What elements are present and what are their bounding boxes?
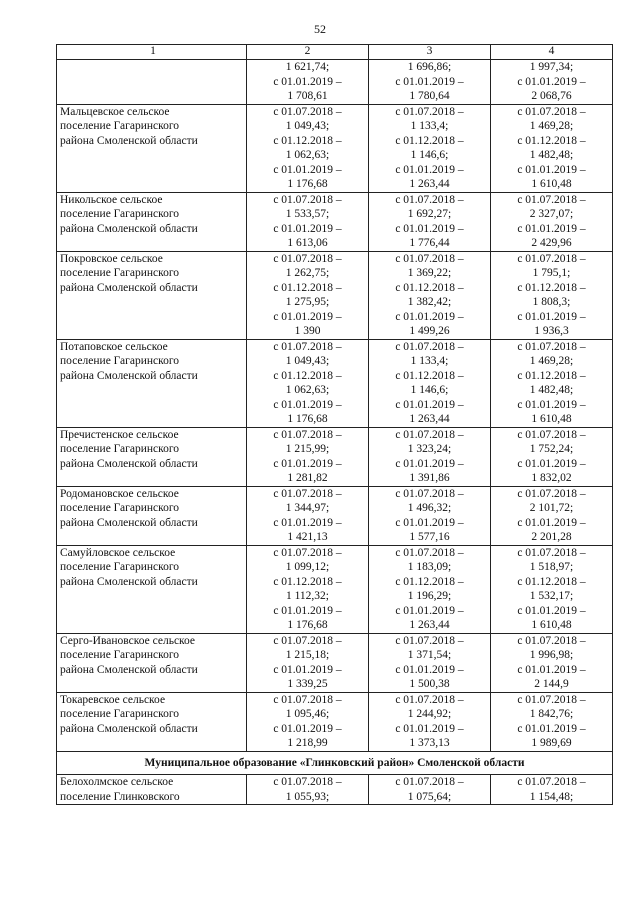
cell-line: с 01.07.2018 – [273,252,342,265]
cell-line: 1 218,99 [287,737,328,749]
cell-line: 1 832,02 [531,472,572,484]
cell-line: с 01.01.2019 – [517,457,586,470]
cell-line: с 01.12.2018 – [517,575,586,588]
value-cell-col3 [369,775,491,805]
value-cell-col2 [247,192,369,251]
table-row [57,104,613,192]
cell-line: 1 176,68 [287,178,328,190]
value-cell-col3 [369,427,491,486]
cell-line: 1 577,16 [409,531,450,543]
cell-line: 1 146,6; [410,384,449,396]
cell-line: с 01.07.2018 – [395,193,464,206]
value-cell-col3 [369,633,491,692]
cell-line: 1 532,17; [529,590,574,602]
cell-line: с 01.12.2018 – [395,369,464,382]
cell-line: 1 989,69 [531,737,572,749]
cell-line: 1 610,48 [531,619,572,631]
tariff-table [56,44,613,805]
value-cell-col2 [247,60,369,105]
cell-line: с 01.01.2019 – [273,457,342,470]
cell-line: района Смоленской области [60,722,198,735]
cell-line: с 01.07.2018 – [517,776,586,788]
cell-line: 1 176,68 [287,619,328,631]
cell-line: 1 469,28; [529,355,574,367]
cell-line: с 01.07.2018 – [395,252,464,265]
cell-line: с 01.07.2018 – [273,634,342,647]
cell-line: с 01.12.2018 – [395,575,464,588]
cell-line: 1 154,48; [529,790,574,803]
cell-line: с 01.07.2018 – [395,105,464,118]
cell-line: с 01.01.2019 – [273,75,342,88]
cell-line: Родомановское сельское [60,487,179,500]
cell-line: 1 369,22; [407,267,452,279]
table-row [57,251,613,339]
cell-line: 1 099,12; [285,561,330,573]
cell-line: 1 808,3; [532,296,571,308]
cell-line: 1 696,86; [407,61,452,73]
cell-line: 2 101,72; [529,502,574,514]
cell-line: с 01.07.2018 – [273,693,342,706]
settlement-name-cell [57,427,247,486]
settlement-name-cell [57,775,247,805]
cell-line: с 01.01.2019 – [273,604,342,617]
value-cell-col3 [369,545,491,633]
cell-line: с 01.01.2019 – [395,604,464,617]
cell-line: 1 263,44 [409,178,450,190]
cell-line: 1 215,18; [285,649,330,661]
cell-line: с 01.07.2018 – [395,428,464,441]
cell-line: 1 500,38 [409,678,450,690]
cell-line: 1 049,43; [285,120,330,132]
section-row [57,751,613,775]
cell-line: 1 344,97; [285,502,330,514]
cell-line: 1 421,13 [287,531,328,543]
settlement-name-cell [57,633,247,692]
cell-line: Белохолмское сельское [60,776,174,788]
cell-line: 1 936,3 [534,325,569,337]
table-row [57,545,613,633]
cell-line: 1 176,68 [287,413,328,425]
cell-line: с 01.01.2019 – [395,310,464,323]
value-cell-col4 [491,692,613,751]
cell-line: района Смоленской области [60,369,198,382]
cell-line: 1 371,54; [407,649,452,661]
cell-line: 1 482,48; [529,149,574,161]
cell-line: Самуйловское сельское [60,546,176,559]
value-cell-col2 [247,692,369,751]
cell-line: 1 281,82 [287,472,328,484]
cell-line: района Смоленской области [60,457,198,470]
table-body [57,45,613,805]
cell-line: 1 323,24; [407,443,452,455]
value-cell-col4 [491,633,613,692]
cell-line: с 01.07.2018 – [517,340,586,353]
cell-line: Покровское сельское [60,252,163,265]
page-number: 52 [314,22,326,36]
cell-line: с 01.01.2019 – [395,722,464,735]
cell-line: Никольское сельское [60,193,163,206]
cell-line: района Смоленской области [60,281,198,294]
cell-line: с 01.01.2019 – [273,722,342,735]
cell-line: с 01.01.2019 – [517,722,586,735]
settlement-name-cell [57,692,247,751]
cell-line: 1 752,24; [529,443,574,455]
cell-line: 1 496,32; [407,502,452,514]
cell-line: 1 795,1; [532,267,571,279]
cell-line: с 01.01.2019 – [517,516,586,529]
cell-line: 1 339,25 [287,678,328,690]
cell-line: с 01.07.2018 – [517,428,586,441]
cell-line: Токаревское сельское [60,693,166,706]
cell-line: с 01.12.2018 – [517,281,586,294]
cell-line: поселение Гагаринского [60,120,180,132]
cell-line: 1 183,09; [407,561,452,573]
cell-line: 1 482,48; [529,384,574,396]
cell-line: с 01.07.2018 – [395,546,464,559]
settlement-name-cell [57,60,247,105]
table-row [57,60,613,105]
table-row [57,427,613,486]
cell-line: с 01.07.2018 – [517,634,586,647]
table-row [57,192,613,251]
table-row [57,633,613,692]
cell-line: 1 613,06 [287,237,328,249]
cell-line: поселение Гагаринского [60,708,180,720]
cell-line: с 01.01.2019 – [395,457,464,470]
cell-line: с 01.01.2019 – [273,398,342,411]
cell-line: 1 133,4; [410,355,449,367]
cell-line: 2 201,28 [531,531,572,543]
cell-line: с 01.07.2018 – [395,340,464,353]
cell-line: с 01.01.2019 – [395,398,464,411]
value-cell-col3 [369,692,491,751]
settlement-name-cell [57,339,247,427]
value-cell-col2 [247,339,369,427]
cell-line: 1 499,26 [409,325,450,337]
cell-line: с 01.07.2018 – [395,634,464,647]
value-cell-col3 [369,192,491,251]
cell-line: с 01.12.2018 – [517,134,586,147]
cell-line: 1 133,4; [410,120,449,132]
cell-line: с 01.01.2019 – [517,663,586,676]
cell-line: 1 996,98; [529,649,574,661]
header-cell-1: 1 [57,45,247,60]
table-row [57,692,613,751]
cell-line: 1 112,32; [285,590,330,602]
cell-line: 1 692,27; [407,208,452,220]
cell-line: 1 610,48 [531,178,572,190]
cell-line: района Смоленской области [60,575,198,588]
cell-line: с 01.01.2019 – [395,163,464,176]
settlement-name-cell [57,486,247,545]
cell-line: с 01.12.2018 – [273,575,342,588]
value-cell-col4 [491,775,613,805]
cell-line: 1 244,92; [407,708,452,720]
cell-line: с 01.01.2019 – [273,663,342,676]
cell-line: с 01.07.2018 – [273,487,342,500]
value-cell-col2 [247,104,369,192]
cell-line: 1 621,74; [285,61,330,73]
cell-line: района Смоленской области [60,663,198,676]
value-cell-col2 [247,545,369,633]
cell-line: района Смоленской области [60,222,198,235]
cell-line: 1 196,29; [407,590,452,602]
cell-line: с 01.07.2018 – [395,776,464,788]
cell-line: с 01.07.2018 – [273,428,342,441]
cell-line: с 01.07.2018 – [273,546,342,559]
cell-line: с 01.01.2019 – [395,75,464,88]
table-row [57,486,613,545]
settlement-name-cell [57,251,247,339]
value-cell-col4 [491,60,613,105]
value-cell-col2 [247,427,369,486]
cell-line: с 01.01.2019 – [273,310,342,323]
cell-line: 1 062,63; [285,149,330,161]
cell-line: поселение Гагаринского [60,649,180,661]
header-cell-2: 2 [247,45,369,60]
cell-line: с 01.01.2019 – [517,310,586,323]
value-cell-col2 [247,486,369,545]
cell-line: с 01.07.2018 – [517,546,586,559]
cell-line: 1 997,34; [529,61,574,73]
cell-line: 1 708,61 [287,90,328,102]
cell-line: 1 095,46; [285,708,330,720]
cell-line: с 01.07.2018 – [273,105,342,118]
cell-line: с 01.01.2019 – [517,604,586,617]
cell-line: с 01.07.2018 – [517,105,586,118]
cell-line: с 01.07.2018 – [517,193,586,206]
section-title: Муниципальное образование «Глинковский район» Смоленской области [57,751,613,775]
cell-line: с 01.01.2019 – [517,222,586,235]
settlement-name-cell [57,104,247,192]
cell-line: с 01.07.2018 – [395,693,464,706]
value-cell-col3 [369,339,491,427]
cell-line: района Смоленской области [60,134,198,147]
cell-line: 1 390 [294,325,321,337]
cell-line: 2 144,9 [534,678,569,690]
cell-line: с 01.01.2019 – [517,163,586,176]
value-cell-col2 [247,251,369,339]
cell-line: с 01.12.2018 – [517,369,586,382]
cell-line: с 01.01.2019 – [395,222,464,235]
cell-line: 1 776,44 [409,237,450,249]
cell-line: с 01.12.2018 – [273,369,342,382]
value-cell-col2 [247,775,369,805]
cell-line: с 01.12.2018 – [395,134,464,147]
cell-line: 1 780,64 [409,90,450,102]
cell-line: 1 055,93; [285,790,330,803]
cell-line: 1 146,6; [410,149,449,161]
header-row [57,45,613,60]
value-cell-col4 [491,104,613,192]
cell-line: поселение Гагаринского [60,561,180,573]
cell-line: 2 429,96 [531,237,572,249]
cell-line: 1 610,48 [531,413,572,425]
cell-line: Мальцевское сельское [60,105,170,118]
cell-line: 2 068,76 [531,90,572,102]
value-cell-col4 [491,251,613,339]
cell-line: с 01.07.2018 – [273,340,342,353]
cell-line: 1 533,57; [285,208,330,220]
value-cell-col4 [491,192,613,251]
cell-line: с 01.01.2019 – [395,516,464,529]
header-cell-3: 3 [369,45,491,60]
value-cell-col3 [369,104,491,192]
header-cell-4: 4 [491,45,613,60]
cell-line: 1 062,63; [285,384,330,396]
cell-line: 1 518,97; [529,561,574,573]
cell-line: с 01.07.2018 – [395,487,464,500]
cell-line: 2 327,07; [529,208,574,220]
cell-line: с 01.01.2019 – [273,163,342,176]
cell-line: района Смоленской области [60,516,198,529]
cell-line: с 01.01.2019 – [517,398,586,411]
settlement-name-cell [57,192,247,251]
table-row [57,339,613,427]
cell-line: с 01.01.2019 – [273,516,342,529]
cell-line: поселение Гагаринского [60,355,180,367]
cell-line: Серго-Ивановское сельское [60,634,196,647]
cell-line: с 01.07.2018 – [273,193,342,206]
cell-line: с 01.01.2019 – [273,222,342,235]
cell-line: 1 391,86 [409,472,450,484]
cell-line: поселение Гагаринского [60,502,180,514]
value-cell-col4 [491,545,613,633]
cell-line: 1 469,28; [529,120,574,132]
cell-line: с 01.01.2019 – [517,75,586,88]
cell-line: поселение Глинковского [60,790,180,803]
cell-line: 1 382,42; [407,296,452,308]
cell-line: 1 075,64; [407,790,452,803]
value-cell-col3 [369,60,491,105]
cell-line: 1 215,99; [285,443,330,455]
cell-line: с 01.12.2018 – [273,134,342,147]
cell-line: поселение Гагаринского [60,208,180,220]
cell-line: с 01.07.2018 – [273,776,342,788]
cell-line: с 01.07.2018 – [517,693,586,706]
value-cell-col4 [491,427,613,486]
settlement-name-cell [57,545,247,633]
value-cell-col4 [491,339,613,427]
cell-line: с 01.12.2018 – [395,281,464,294]
cell-line: 1 049,43; [285,355,330,367]
cell-line: с 01.01.2019 – [395,663,464,676]
table-row-last [57,775,613,805]
value-cell-col3 [369,251,491,339]
cell-line: с 01.12.2018 – [273,281,342,294]
cell-line: 1 842,76; [529,708,574,720]
cell-line: 1 373,13 [409,737,450,749]
cell-line: 1 262,75; [285,267,330,279]
cell-line: 1 263,44 [409,619,450,631]
cell-line: с 01.07.2018 – [517,487,586,500]
value-cell-col3 [369,486,491,545]
cell-line: 1 263,44 [409,413,450,425]
cell-line: поселение Гагаринского [60,443,180,455]
cell-line: с 01.07.2018 – [517,252,586,265]
cell-line: Потаповское сельское [60,340,168,353]
cell-line: Пречистенское сельское [60,428,179,441]
cell-line: 1 275,95; [285,296,330,308]
value-cell-col4 [491,486,613,545]
cell-line: поселение Гагаринского [60,267,180,279]
value-cell-col2 [247,633,369,692]
